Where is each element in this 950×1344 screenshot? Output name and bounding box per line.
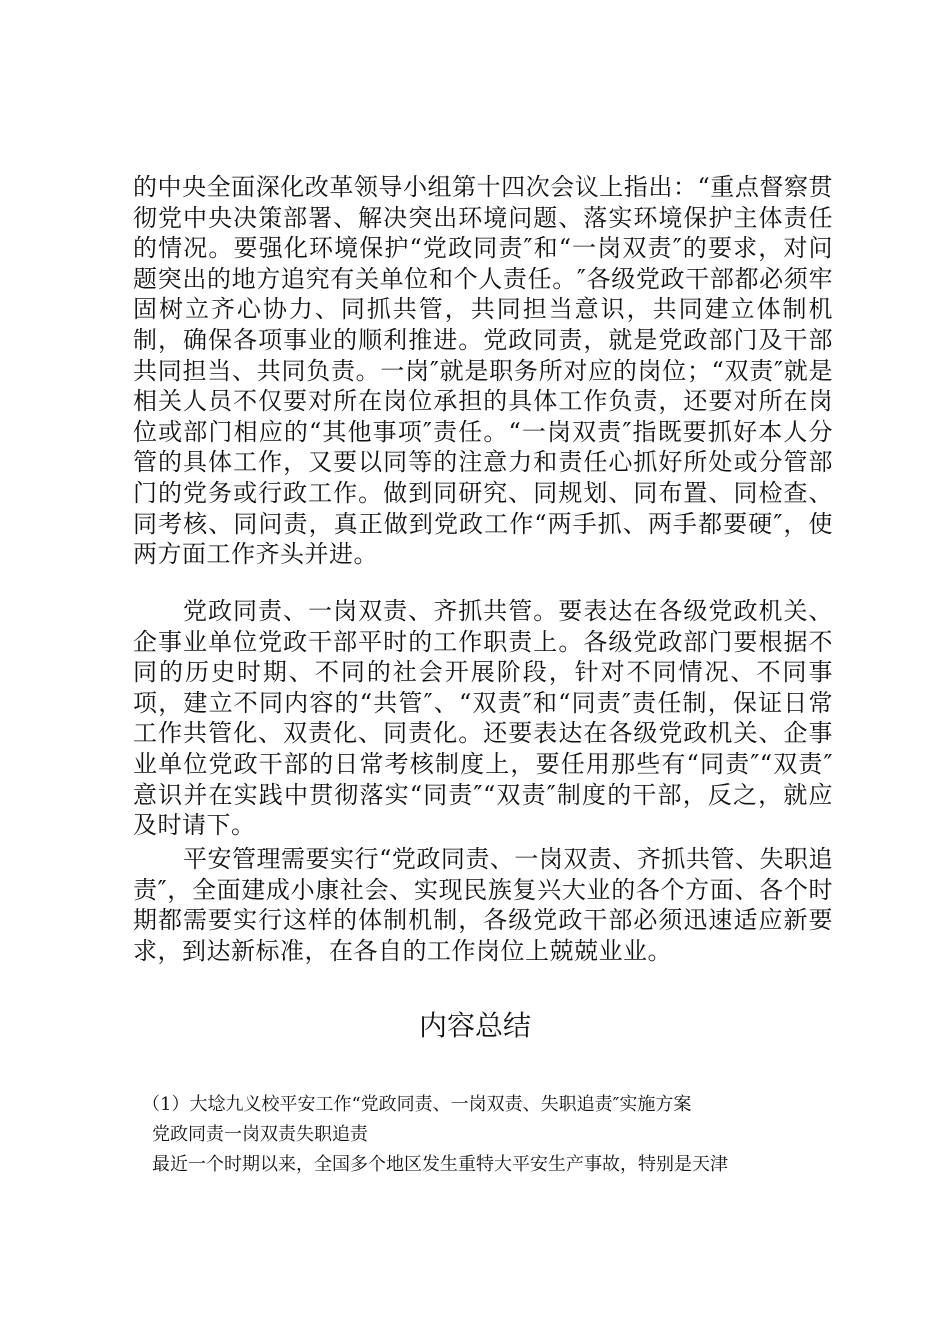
body-paragraph-3: 平安管理需要实行“党政同责、一岗双责、齐抓共管、失职追责″，全面建成小康社会、实现民族复兴大业的各个方面、各个时期都需要实行这样的体制机制，各级党政干部必须迅速适应新要求，到达新标准，在各自的工作岗位上兢兢业业。 [133,845,833,965]
body-paragraph-2: 党政同责、一岗双责、齐抓共管。要表达在各级党政机关、企事业单位党政干部平时的工作职责上。各级党政部门要根据不同的历史时期、不同的社会开展阶段，针对不同情况、不同事项，建立不同内容的“共管″、“双责″和“同责″责任制，保证日常工作共管化、双责化、同责化。还要表达在各级党政机关、企事业单位党政干部的日常考核制度上，要任用那些有“同责″“双责″意识并在实践中贯彻落实“同责″“双责″制度的干部，反之，就应及时请下。 [133,597,833,840]
summary-line-1: （1）大埝九义校平安工作“党政同责、一岗双责、失职追责″实施方案 [142,1094,692,1115]
summary-line-2: 党政同责一岗双责失职追责 [152,1124,368,1145]
body-paragraph-1: 的中央全面深化改革领导小组第十四次会议上指出：“重点督察贯彻党中央决策部署、解决突出环境问题、落实环境保护主体责任的情况。要强化环境保护“党政同责″和“一岗双责″的要求，对问题突出的地方追究有关单位和个人责任。″各级党政干部都必须牢固树立齐心协力、同抓共管，共同担当意识，共同建立体制机制，确保各项事业的顺利推进。党政同责，就是党政部门及干部共同担当、共同负责。一岗″就是职务所对应的岗位；“双责″就是相关人员不仅要对所在岗位承担的具体工作负责，还要对所在岗位或部门相应的“其他事项″责任。“一岗双责″指既要抓好本人分管的具体工作，又要以同等的注意力和责任心抓好所处或分管部门的党务或行政工作。做到同研究、同规划、同布置、同检查、同考核、同问责，真正做到党政工作“两手抓、两手都要硬″，使两方面工作齐头并进。 [133,173,833,569]
summary-title: 内容总结 [418,1009,531,1042]
summary-line-3: 最近一个时期以来，全国多个地区发生重特大平安生产事故，特别是天津 [152,1154,728,1175]
